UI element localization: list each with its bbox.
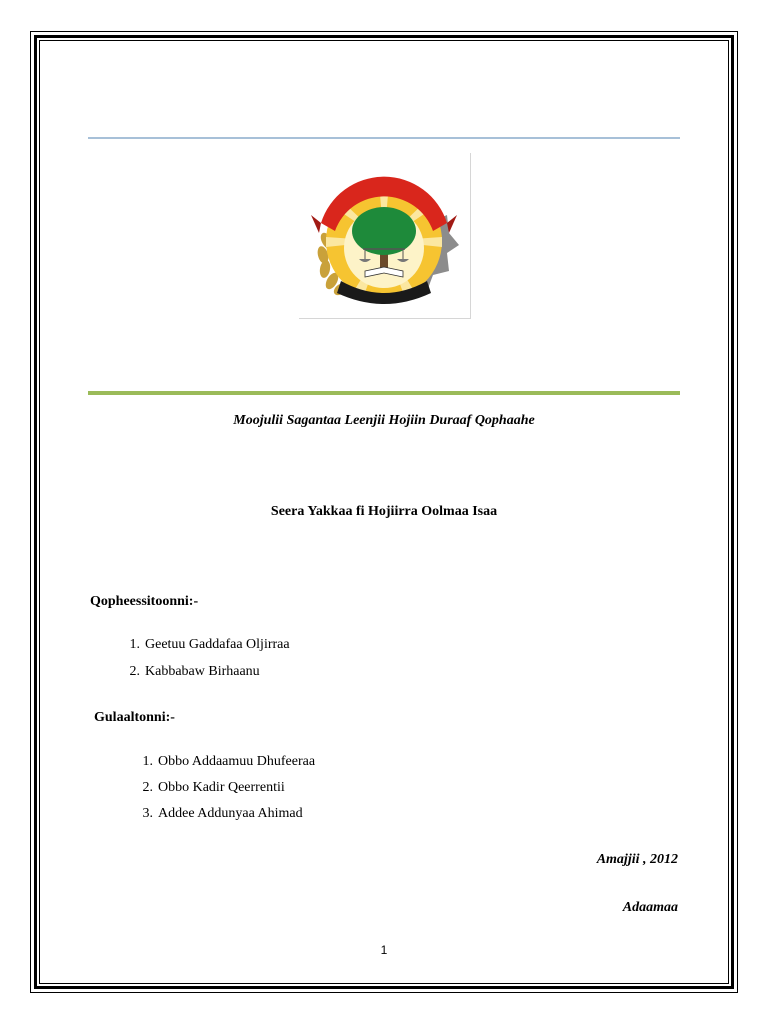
reviewers-heading: Gulaaltonni:- — [94, 710, 175, 725]
document-date: Amajjii , 2012 — [596, 852, 678, 867]
reviewer-name: Obbo Kadir Qeerrentii — [158, 780, 285, 795]
list-item — [131, 754, 315, 770]
preparers-heading: Qopheessitoonni:- — [90, 594, 199, 609]
reviewer-name: Obbo Addaamuu Dhufeeraa — [158, 754, 316, 769]
list-number: 2. — [142, 780, 153, 795]
list-item — [131, 780, 285, 796]
emblem-logo — [299, 153, 471, 319]
reviewer-name: Addee Addunyaa Ahimad — [158, 806, 303, 821]
list-number: 2. — [129, 664, 140, 679]
list-item — [118, 664, 260, 680]
emblem-logo-icon — [299, 153, 470, 318]
page-number: 1 — [380, 943, 388, 957]
list-number: 1. — [129, 637, 140, 652]
preparer-name: Kabbabaw Birhaanu — [145, 664, 260, 679]
list-item — [131, 806, 303, 822]
top-divider — [88, 137, 680, 139]
list-number: 3. — [142, 806, 153, 821]
bottom-divider — [88, 391, 680, 395]
module-subtitle: Moojulii Sagantaa Leenjii Hojiin Duraaf Qophaahe — [233, 413, 535, 428]
preparer-name: Geetuu Gaddafaa Oljirraa — [145, 637, 290, 652]
document-place: Adaamaa — [622, 900, 678, 915]
list-item — [118, 637, 290, 653]
list-number: 1. — [142, 754, 153, 769]
document-title: Seera Yakkaa fi Hojiirra Oolmaa Isaa — [270, 504, 498, 519]
